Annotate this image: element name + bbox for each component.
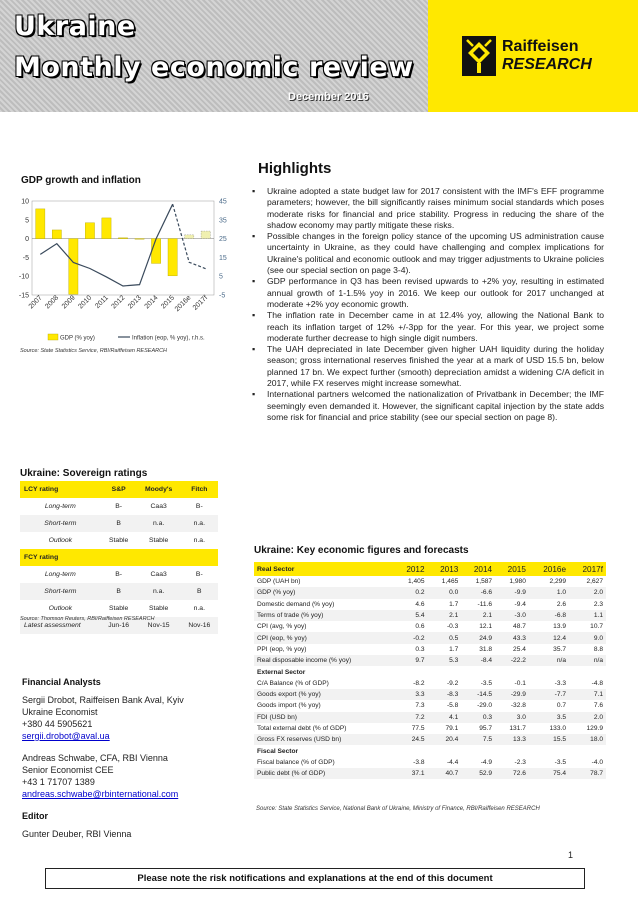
highlight-item: ▪ Ukraine adopted a state budget law for 2017 consistent with the IMF's EFF programme parameters; however, the bill significantly raises minimum social standards which poses moderate risks for financial and price stability. Progress in reducing the share of the shadow economy may partly mitigate these risks. [252, 186, 604, 231]
table-cell: 15.5 [529, 734, 569, 745]
report-title-line2: Monthly economic review [14, 52, 414, 83]
table-cell: -5.8 [446, 702, 459, 710]
table-cell: 2,627 [586, 578, 603, 586]
table-cell: 24.9 [461, 632, 495, 643]
section-label: Fiscal Sector [254, 745, 606, 756]
table-cell: 1.1 [569, 610, 606, 621]
x-tick-label: 2013 [126, 294, 143, 311]
x-tick-label: 2009 [60, 294, 77, 311]
chart-source: Source: State Statistics Service, RBI/Raiffeisen RESEARCH [20, 348, 168, 354]
table-cell: 2.0 [569, 712, 606, 723]
analysts-block [22, 676, 184, 840]
table-cell: -14.5 [461, 689, 495, 700]
table-cell: Public debt (% of GDP) [254, 768, 394, 779]
analysts-heading: Financial Analysts [22, 677, 101, 687]
table-cell: -6.8 [529, 610, 569, 621]
gdp-bar [201, 231, 210, 239]
table-cell: 1,587 [475, 578, 493, 586]
table-cell: 77.5 [411, 725, 425, 732]
page-number: 1 [568, 850, 574, 860]
year-header: 2012 [394, 562, 428, 576]
highlights-title: Highlights [258, 160, 332, 177]
section-label: External Sector [254, 666, 606, 677]
ratings-cell: n.a. [193, 605, 205, 612]
table-row [254, 587, 606, 598]
table-cell: -8.3 [428, 689, 462, 700]
report-header [0, 0, 638, 112]
table-cell: Goods export (% yoy) [254, 689, 394, 700]
x-tick-label: 2007 [27, 294, 44, 311]
analyst-email-link[interactable]: andreas.schwabe@rbinternational.com [22, 789, 179, 799]
table-cell: -9.2 [446, 679, 459, 687]
y-right-tick-label: -5 [219, 292, 226, 300]
table-cell: -0.3 [446, 623, 459, 631]
table-cell: Goods import (% yoy) [257, 702, 321, 710]
table-cell: 31.8 [479, 645, 493, 653]
table-cell: 7.1 [569, 689, 606, 700]
ratings-cell: Long-term [44, 571, 76, 578]
ratings-row [20, 600, 218, 617]
table-cell: 18.0 [569, 734, 606, 745]
table-cell: 72.6 [495, 768, 529, 779]
table-row [254, 712, 606, 723]
section-row [254, 666, 606, 677]
table-cell: 13.3 [495, 734, 529, 745]
table-cell: 25.4 [513, 645, 526, 653]
y-left-tick-label: 10 [21, 198, 29, 206]
table-cell: Fiscal balance (% of GDP) [257, 758, 335, 766]
table-cell: GDP (% yoy) [254, 587, 394, 598]
table-cell: -29.0 [477, 702, 493, 710]
year-header: 2015 [495, 562, 529, 576]
ratings-cell: n.a. [137, 515, 181, 532]
table-cell: 10.7 [590, 623, 603, 631]
table-cell: -4.0 [591, 758, 603, 766]
key-figures-table [254, 562, 606, 779]
table-cell: 129.9 [586, 725, 603, 732]
ratings-cell: Outlook [48, 537, 73, 544]
ratings-cell: Long-term [44, 503, 76, 510]
ratings-cell: B- [195, 503, 203, 510]
table-cell: -4.8 [591, 679, 603, 687]
ratings-cell: Nov-16 [181, 617, 218, 634]
table-cell: 7.6 [593, 702, 603, 710]
table-cell: 1.7 [449, 600, 459, 608]
table-cell: 2.3 [593, 600, 603, 608]
gdp-inflation-chart [14, 195, 239, 345]
x-tick-label: 2012 [110, 294, 127, 311]
table-cell: 0.5 [428, 632, 462, 643]
table-row [254, 655, 606, 666]
x-tick-label: 2016e [173, 294, 193, 314]
gdp-bar [52, 230, 61, 239]
table-row [254, 644, 606, 655]
table-cell: 78.7 [569, 768, 606, 779]
gdp-bar [36, 209, 45, 239]
table-cell: PPI (eop, % yoy) [257, 645, 307, 653]
legend-gdp-label: GDP (% yoy) [60, 335, 95, 342]
table-cell: 12.1 [479, 623, 493, 631]
table-cell: -7.7 [529, 689, 569, 700]
table-cell: 3.3 [394, 689, 428, 700]
table-cell: 1.7 [449, 645, 459, 653]
ratings-row [20, 583, 218, 600]
highlight-item: ▪ Possible changes in the foreign policy stance of the upcoming US administration cause uncertainty in Ukraine, as they could have challenging and complex implications for Ukraine's political and economic outlook and may trigger adjustments to Ukraine policies (see our special section on page 3-4). [252, 231, 604, 276]
y-right-tick-label: 25 [219, 236, 227, 244]
table-cell: 1.0 [529, 587, 569, 598]
highlight-item: ▪ The inflation rate in December came in at 12.4% yoy, allowing the National Bank to reach its inflation target of 12% +/-3pp for the year. For this year, we project some moderate further decrease to high single digit numbers. [252, 310, 604, 344]
year-header: 2013 [428, 562, 462, 576]
legend-inflation-label: Inflation (eop, % yoy), r.h.s. [132, 335, 205, 342]
year-header: 2016e [529, 562, 569, 576]
y-left-tick-label: 5 [25, 217, 29, 225]
ratings-cell: Stable [109, 537, 129, 544]
table-cell: 3.0 [495, 712, 529, 723]
table-cell: Total external debt (% of GDP) [257, 725, 347, 732]
y-right-tick-label: 35 [219, 217, 227, 225]
y-right-tick-label: 45 [219, 198, 227, 206]
analyst-name: Sergii Drobot, Raiffeisen Bank Aval, Kyiv [22, 695, 184, 705]
table-row [254, 734, 606, 745]
gdp-bar [69, 239, 78, 295]
table-cell: 0.3 [415, 645, 425, 653]
y-left-tick-label: -5 [22, 254, 29, 262]
ratings-title: Ukraine: Sovereign ratings [20, 468, 148, 479]
ratings-cell: B- [195, 571, 203, 578]
table-cell: -3.5 [480, 679, 493, 687]
gdp-bar [185, 235, 194, 239]
table-cell: -0.2 [394, 632, 428, 643]
analyst-phone: +380 44 5905621 [22, 719, 93, 729]
ratings-cell: Nov-15 [137, 617, 181, 634]
table-cell: 24.5 [394, 734, 428, 745]
table-cell: 131.7 [509, 725, 526, 732]
table-cell: Gross FX reserves (USD bn) [254, 734, 394, 745]
table-cell: CPI (eop, % yoy) [254, 632, 394, 643]
table-cell: 95.7 [479, 725, 493, 732]
table-cell: 35.7 [553, 645, 567, 653]
y-left-tick-label: 0 [25, 236, 29, 244]
x-tick-label: 2010 [77, 294, 94, 311]
table-row [254, 768, 606, 779]
ratings-row [20, 566, 218, 583]
table-cell: -3.5 [554, 758, 567, 766]
ratings-cell: Latest assessment [20, 617, 101, 634]
table-cell: 2,299 [549, 578, 567, 586]
table-cell: 0.7 [556, 702, 567, 710]
key-figures-title: Ukraine: Key economic figures and forecasts [254, 545, 469, 556]
table-cell: -11.6 [477, 600, 493, 608]
report-title-line1: Ukraine [14, 11, 136, 42]
ratings-row [20, 498, 218, 515]
table-cell: 2.6 [556, 600, 567, 608]
ratings-row [20, 532, 218, 549]
table-cell: 37.1 [394, 768, 428, 779]
raiffeisen-logo-icon [462, 36, 496, 76]
table-cell: 40.7 [428, 768, 462, 779]
table-cell: 0.2 [394, 587, 428, 598]
ratings-cell: Jun-16 [101, 617, 137, 634]
legend-gdp-swatch [48, 334, 58, 340]
gdp-chart-title: GDP growth and inflation [21, 175, 141, 186]
ratings-header-cell: Fitch [181, 481, 218, 498]
highlight-item: ▪ International partners welcomed the nationalization of Privatbank in December; the IMF seemingly even demanded it. However, the significant capital injection by the state adds some risk for financial and price stability (see our special section on page 8). [252, 389, 604, 423]
table-cell: -3.3 [554, 679, 567, 687]
ratings-cell: Stable [148, 605, 169, 612]
table-cell: 0.0 [428, 587, 462, 598]
ratings-cell: Stable [109, 605, 129, 612]
table-cell: 1,405 [408, 578, 425, 586]
analyst-name: Andreas Schwabe, CFA, RBI Vienna [22, 753, 168, 763]
ratings-cell: B [101, 583, 137, 600]
risk-notice: Please note the risk notifications and explanations at the end of this document [45, 868, 585, 889]
table-cell: 2.0 [569, 587, 606, 598]
table-cell: 8.8 [593, 645, 603, 653]
table-cell: 4.1 [428, 712, 462, 723]
table-row [254, 576, 606, 587]
logo-wordmark: Raiffeisen [502, 38, 579, 55]
table-row [254, 632, 606, 643]
table-row [254, 700, 606, 711]
analyst-role: Senior Economist CEE [22, 765, 114, 775]
editor-heading: Editor [22, 811, 48, 821]
table-cell: 5.3 [428, 655, 462, 666]
highlight-item: ▪ The UAH depreciated in late December given higher UAH liquidity during the holiday season; gross international reserves finished the year at a mark of USD 15.5 bn, below planned 17 bn. We expect further (smooth) depreciation amidst a widening C/A deficit in 2017, while FX reserves might increase somewhat. [252, 344, 604, 389]
table-cell: 7.5 [461, 734, 495, 745]
report-date: December 2016 [288, 91, 369, 103]
y-left-tick-label: -10 [18, 273, 29, 281]
ratings-cell: n.a. [193, 537, 205, 544]
ratings-table [20, 481, 218, 634]
table-cell: 0.6 [415, 623, 425, 631]
year-header: 2014 [461, 562, 495, 576]
ratings-source: Source: Thomson Reuters, RBI/Raiffeisen RESEARCH [20, 616, 155, 622]
table-cell: 5.4 [394, 610, 428, 621]
ratings-row [20, 515, 218, 532]
y-left-tick-label: -15 [18, 292, 29, 300]
table-cell: 133.0 [549, 725, 567, 732]
y-right-tick-label: 5 [219, 273, 223, 281]
key-figures-source: Source: State Statistics Service, National Bank of Ukraine, Ministry of Finance, RBI/Raiffeisen RESEARCH [256, 806, 540, 812]
table-cell: 9.0 [569, 632, 606, 643]
analyst-role: Ukraine Economist [22, 707, 98, 717]
table-cell: Real disposable income (% yoy) [254, 655, 394, 666]
ratings-cell: Short-term [20, 583, 101, 600]
ratings-cell: B [181, 583, 218, 600]
table-cell: 52.9 [461, 768, 495, 779]
key-figures-header-row [254, 562, 606, 576]
table-cell: -3.0 [495, 610, 529, 621]
table-cell: -9.9 [495, 587, 529, 598]
section-label: Real Sector [254, 562, 394, 576]
table-cell: FDI (USD bn) [254, 712, 394, 723]
table-row [254, 757, 606, 768]
year-header: 2017f [569, 562, 606, 576]
ratings-cell: B [101, 515, 137, 532]
analyst-phone: +43 1 71707 1389 [22, 777, 95, 787]
table-cell: 7.2 [394, 712, 428, 723]
table-cell: 0.3 [461, 712, 495, 723]
logo-subtitle: RESEARCH [502, 56, 592, 73]
gdp-bar [102, 218, 111, 239]
section-row [254, 745, 606, 756]
ratings-cell: Caa3 [150, 571, 167, 578]
ratings-cell: Stable [148, 537, 169, 544]
plot-frame [32, 201, 214, 295]
highlight-item: ▪ GDP performance in Q3 has been revised upwards to +2% yoy, resulting in estimated annual growth of 1-1.5% yoy in 2016. We keep our outlook for 2017 unchanged at moderate +2% yoy economic growth. [252, 276, 604, 310]
ratings-cell: n.a. [137, 583, 181, 600]
table-cell: GDP (UAH bn) [257, 578, 301, 586]
ratings-header-cell: FCY rating [20, 549, 218, 566]
ratings-cell: Outlook [48, 605, 73, 612]
table-cell: 79.1 [445, 725, 459, 732]
table-cell: -8.4 [461, 655, 495, 666]
ratings-header-row [20, 549, 218, 566]
table-row [254, 610, 606, 621]
highlights-list [252, 186, 604, 423]
gdp-bar [151, 239, 160, 264]
analyst-email-link[interactable]: sergii.drobot@aval.ua [22, 731, 110, 741]
gdp-bar [118, 238, 127, 239]
table-cell: 9.7 [394, 655, 428, 666]
ratings-cell: B- [115, 503, 123, 510]
table-row [254, 599, 606, 610]
table-cell: 2.1 [461, 610, 495, 621]
table-cell: -0.1 [514, 679, 526, 687]
table-cell: 13.9 [553, 623, 567, 631]
table-cell: -3.8 [413, 758, 425, 766]
y-right-tick-label: 15 [219, 254, 227, 262]
x-tick-label: 2011 [94, 294, 110, 311]
table-cell: -22.2 [495, 655, 529, 666]
table-cell: C/A Balance (% of GDP) [257, 679, 329, 687]
table-cell: -8.2 [413, 679, 425, 687]
gdp-bar [168, 239, 177, 276]
table-cell: -32.8 [510, 702, 526, 710]
table-cell: 20.4 [428, 734, 462, 745]
ratings-cell: Short-term [20, 515, 101, 532]
editor-name: Gunter Deuber, RBI Vienna [22, 829, 132, 839]
table-cell: -29.9 [495, 689, 529, 700]
x-tick-label: 2014 [143, 294, 160, 311]
gdp-bar [85, 223, 94, 239]
table-cell: CPI (avg, % yoy) [257, 623, 307, 631]
ratings-cell: B- [115, 571, 123, 578]
table-cell: -4.4 [446, 758, 459, 766]
ratings-cell: n.a. [181, 515, 218, 532]
ratings-header-cell: S&P [101, 481, 137, 498]
table-row [254, 723, 606, 734]
table-cell: 48.7 [513, 623, 526, 631]
table-row [254, 689, 606, 700]
table-cell: 43.3 [495, 632, 529, 643]
table-cell: n/a [569, 655, 606, 666]
table-cell: 3.5 [529, 712, 569, 723]
ratings-cell: Caa3 [150, 503, 167, 510]
table-row [254, 621, 606, 632]
ratings-header-cell: LCY rating [20, 481, 101, 498]
gdp-bar [135, 239, 144, 240]
table-cell: 4.6 [415, 600, 425, 608]
table-cell: 7.3 [415, 702, 425, 710]
table-cell: -6.6 [461, 587, 495, 598]
table-cell: 2.1 [428, 610, 462, 621]
table-cell: 1,465 [441, 578, 459, 586]
table-cell: -9.4 [514, 600, 526, 608]
x-tick-label: 2015 [160, 294, 177, 311]
x-tick-label: 2017f [191, 294, 210, 312]
table-cell: 1,980 [509, 578, 526, 586]
x-tick-label: 2008 [44, 294, 61, 311]
table-cell: -4.9 [480, 758, 493, 766]
ratings-header-cell: Moody's [137, 481, 181, 498]
table-row [254, 678, 606, 689]
table-cell: Terms of trade (% yoy) [254, 610, 394, 621]
table-cell: Domestic demand (% yoy) [257, 600, 335, 608]
table-cell: 12.4 [529, 632, 569, 643]
ratings-header-row [20, 481, 218, 498]
table-cell: 75.4 [529, 768, 569, 779]
table-cell: -2.3 [514, 758, 526, 766]
table-cell: n/a [529, 655, 569, 666]
